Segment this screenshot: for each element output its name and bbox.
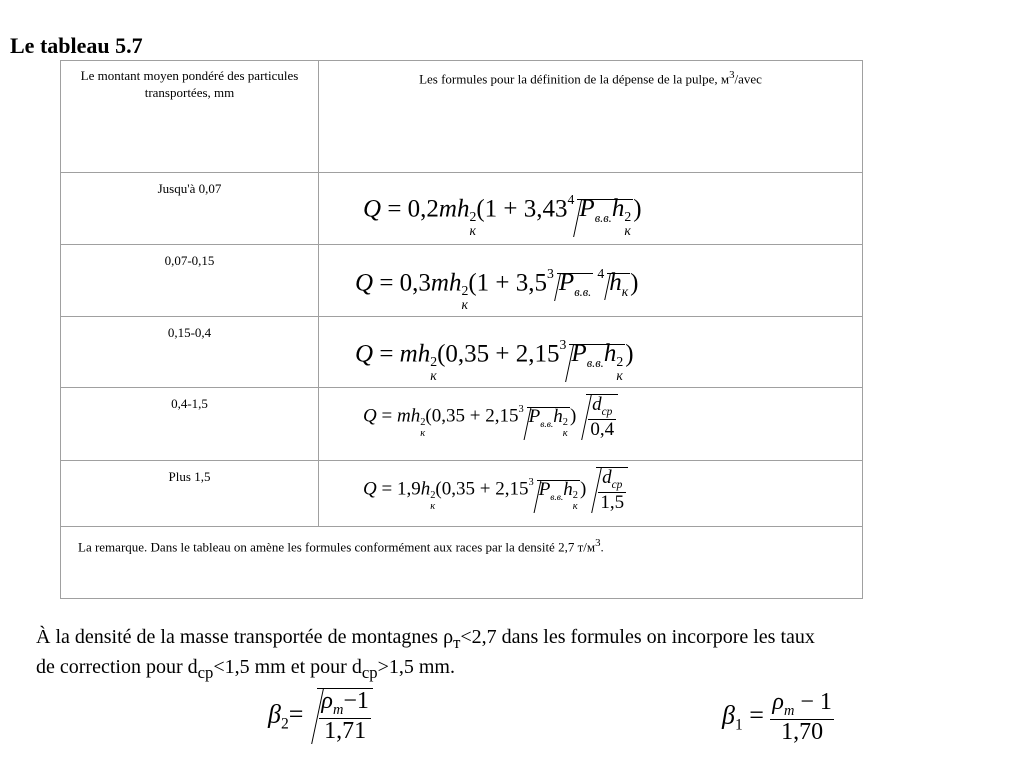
header-formulas [319, 61, 863, 173]
table-title: Le tableau 5.7 [10, 33, 143, 58]
formula-row-1: Q = 0,2mh 2 к ($1 + 3,43^4$ $P_{в.в.}h$ 2 к ) [363, 192, 642, 238]
header-formulas-text: Les formules pour la définition de la dépense de la pulpe, м [419, 71, 730, 87]
correction-paragraph [36, 622, 1024, 688]
table-note-suffix: . [600, 539, 604, 555]
formula-cell [319, 317, 863, 388]
size-range-cell: 0,4-1,5 [61, 388, 319, 461]
paragraph-line-2: de correction pour $d_{cp}<1,5$ mm et pour $d_{cp}>1,5$ mm. [36, 656, 455, 682]
table-note-text: La remarque. Dans le tableau on amène les formules conformément aux races par la densité 2,7 т/м [78, 539, 596, 555]
table-row [61, 461, 863, 527]
formula-row-3: Q = mh 2 к ($0,35 + 2,15^3$ $P_{в.в.}h$ 2 к ) [355, 337, 634, 383]
table-row [61, 173, 863, 245]
table-header-row [61, 61, 863, 173]
formula-row-2: Q = 0,3mh 2 к ($1 + 3,5^3$ $P_{в.в.}^4$ $h_к$) [355, 266, 639, 312]
size-range-cell: 0,15-0,4 [61, 317, 319, 388]
size-range-cell: Jusqu'à 0,07 [61, 173, 319, 245]
formula-cell [319, 461, 863, 527]
formula-cell [319, 388, 863, 461]
formula-table [60, 60, 863, 599]
table-row [61, 317, 863, 388]
formula-row-4: Q = mh 2 к ($0,35 + 2,15^3$ $P_{в.в.}h$ 2 к ) $\frac{d_{cp}}{0,4}$ [319, 388, 862, 440]
table-note-row [61, 527, 863, 599]
size-range-cell: Plus 1,5 [61, 461, 319, 527]
header-particle-size-text: Le montant moyen pondéré des particules transportées, mm [80, 68, 299, 100]
table-note [61, 527, 863, 599]
header-formulas-sup: 3 [729, 69, 735, 81]
formula-cell [319, 173, 863, 245]
beta2-formula: $\beta_2=$ $\frac{\rho_m-1}{1,71}$ [268, 688, 373, 744]
table-row [61, 388, 863, 461]
formula-cell [319, 245, 863, 317]
formula-row-5: Q = 1,9h 2 к ($0,35 + 2,15^3$ $P_{в.в.}h$ 2 к ) $\frac{d_{cp}}{1,5}$ [319, 461, 862, 513]
paragraph-line-1: À la densité de la masse transportée de montagnes $\rho_т<2,7$ dans les formules on incorpore les taux [36, 626, 815, 652]
header-formulas-suffix: /avec [734, 71, 762, 87]
table-note-sup: 3 [595, 537, 601, 549]
beta1-formula: $\beta_1$ = $\frac{\rho_m - 1}{1,70}$ [722, 689, 832, 745]
size-range-cell: 0,07-0,15 [61, 245, 319, 317]
header-particle-size [61, 61, 319, 173]
table-row [61, 245, 863, 317]
